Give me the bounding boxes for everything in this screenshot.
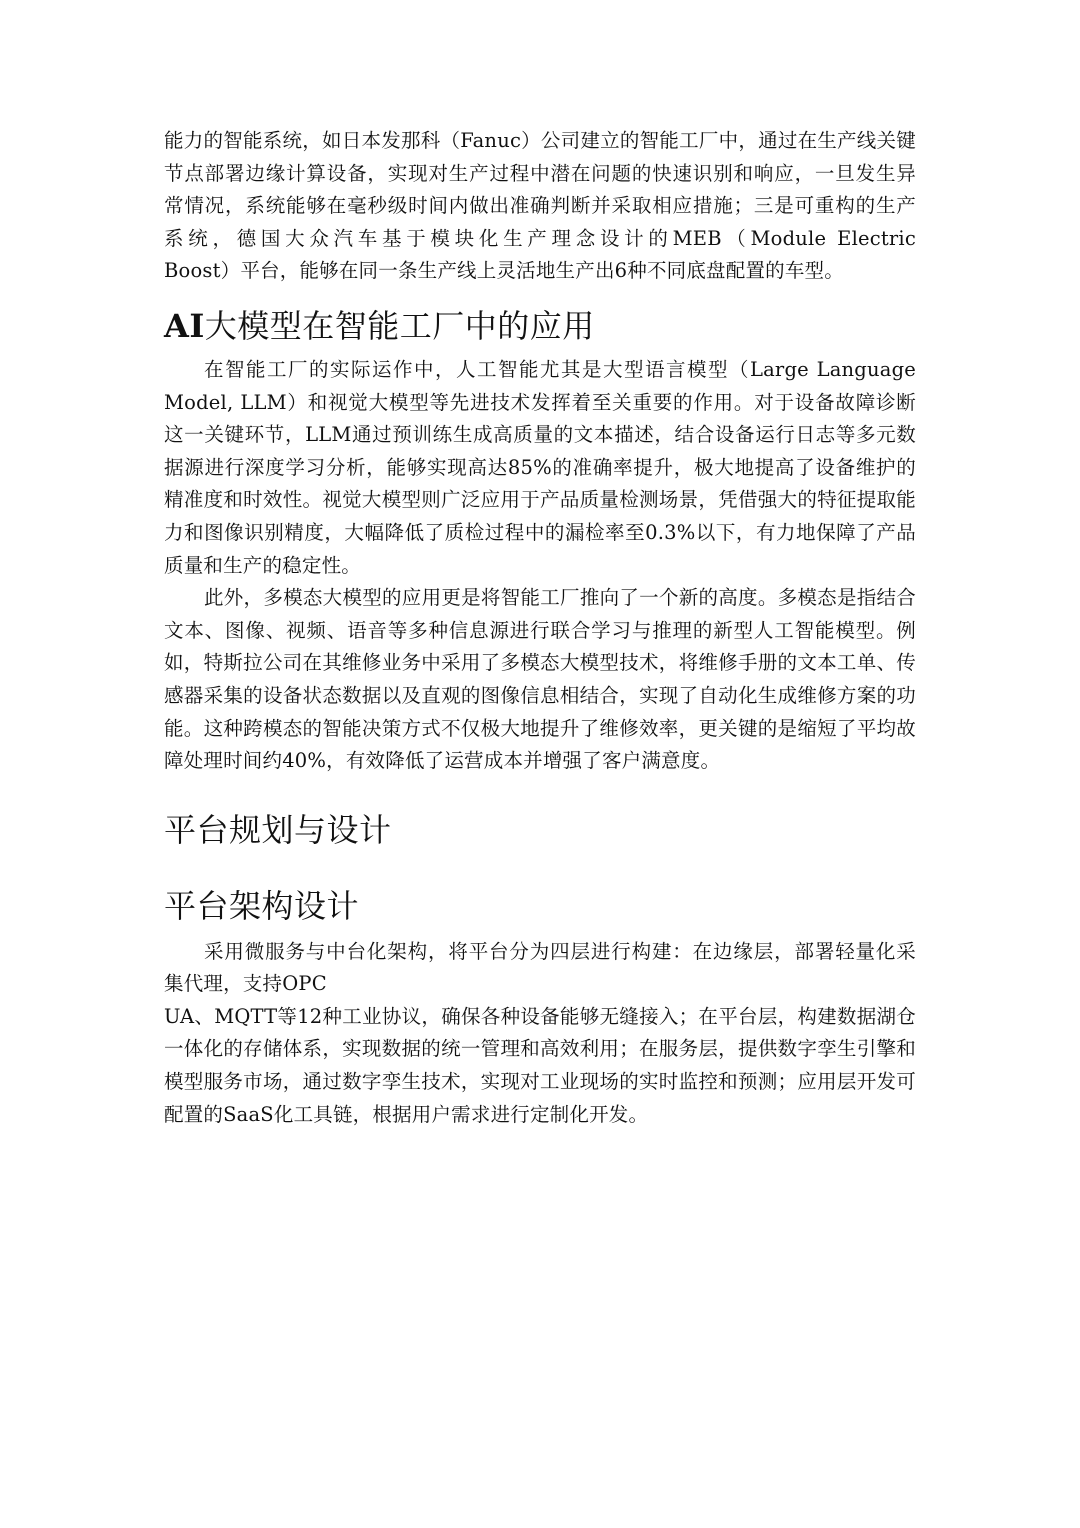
- heading-ai-models: [164, 304, 916, 348]
- ai-paragraph-1: 在智能工厂的实际运作中，人工智能尤其是大型语言模型（Large Language Model, LLM）和视觉大模型等先进技术发挥着至关重要的作用。对于设备故障诊断这一关键环节，LLM通过预训练生成高质量的文本描述，结合设备运行日志等多元数据源进行深度学习分析，能够实现高达85%的准确率提升，极大地提高了设备维护的精准度和时效性。视觉大模型则广泛应用于产品质量检测场景，凭借强大的特征提取能力和图像识别精度，大幅降低了质检过程中的漏检率至0.3%以下，有力地保障了产品质量和生产的稳定性。: [164, 357, 916, 577]
- arch-paragraph: [164, 936, 916, 1132]
- intro-line-5: Boost）平台，能够在同一条生产线上灵活地生产出6种不同底盘配置的车型。: [164, 259, 844, 283]
- arch-line-2: 集代理，支持OPC: [164, 972, 327, 996]
- document-page: [164, 125, 916, 1131]
- intro-line-4: 系统，德国大众汽车基于模块化生产理念设计的MEB（Module Electric: [164, 226, 916, 250]
- heading-ai-prefix: AI: [164, 306, 205, 345]
- ai-paragraph-2: 此外，多模态大模型的应用更是将智能工厂推向了一个新的高度。多模态是指结合文本、图像、视频、语音等多种信息源进行联合学习与推理的新型人工智能模型。例如，特斯拉公司在其维修业务中采用了多模态大模型技术，将维修手册的文本工单、传感器采集的设备状态数据以及直观的图像信息相结合，实现了自动化生成维修方案的功能。这种跨模态的智能决策方式不仅极大地提升了维修效率，更关键的是缩短了平均故障处理时间约40%，有效降低了运营成本并增强了客户满意度。: [164, 586, 916, 773]
- heading-platform-architecture: 平台架构设计: [164, 886, 360, 925]
- arch-line-1: 采用微服务与中台化架构，将平台分为四层进行构建：在边缘层，部署轻量化采: [204, 939, 916, 963]
- intro-paragraph: [164, 125, 916, 288]
- heading-platform-planning: 平台规划与设计: [164, 810, 392, 849]
- intro-line-1: 能力的智能系统，如日本发那科（Fanuc）公司建立的智能工厂中，通过在生产线关键: [164, 129, 916, 152]
- arch-paragraph-rest: UA、MQTT等12种工业协议，确保各种设备能够无缝接入；在平台层，构建数据湖仓一体化的存储体系，实现数据的统一管理和高效利用；在服务层，提供数字孪生引擎和模型服务市场，通过数字孪生技术，实现对工业现场的实时监控和预测；应用层开发可配置的SaaS化工具链，根据用户需求进行定制化开发。: [164, 1004, 916, 1126]
- intro-line-2: 节点部署边缘计算设备，实现对生产过程中潜在问题的快速识别和响应，一旦发生异: [164, 161, 916, 185]
- heading-ai-rest: 大模型在智能工厂中的应用: [204, 306, 595, 345]
- intro-line-3: 常情况，系统能够在毫秒级时间内做出准确判断并采取相应措施；三是可重构的生产: [164, 194, 916, 218]
